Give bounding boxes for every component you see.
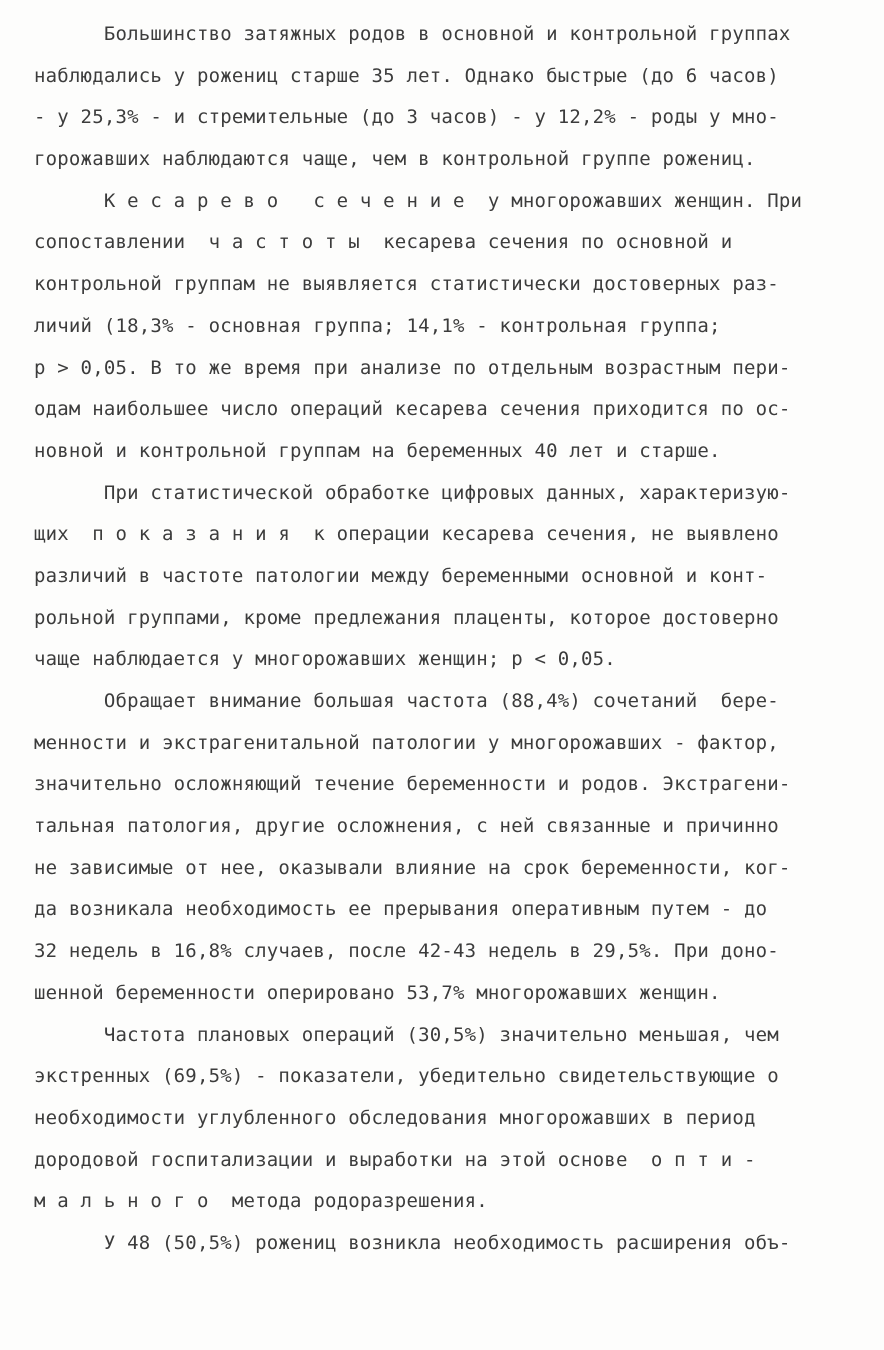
text-line: При статистической обработке цифровых данных, характеризую- [34, 481, 791, 504]
text-line: У 48 (50,5%) рожениц возникла необходимость расширения объ- [34, 1231, 791, 1254]
text-line: м а л ь н о г о метода родоразрешения. [34, 1190, 488, 1213]
text-line: дородовой госпитализации и выработки на этой основе о п т и - [34, 1148, 756, 1171]
text-line: 32 недель в 16,8% случаев, после 42-43 недель в 29,5%. При доно- [34, 940, 779, 963]
text-line: да возникала необходимость ее прерывания оперативным путем - до [34, 898, 768, 921]
text-line: Большинство затяжных родов в основной и контрольной группах [34, 23, 791, 45]
text-line: новной и контрольной группам на беременных 40 лет и старше. [34, 439, 721, 462]
text-line: необходимости углубленного обследования многорожавших в период [34, 1106, 756, 1129]
text-line: сопоставлении ч а с т о т ы кесарева сечения по основной и [34, 231, 733, 254]
text-line: экстренных (69,5%) - показатели, убедительно свидетельствующие о [34, 1065, 779, 1088]
text-line: менности и экстрагенитальной патологии у многорожавших - фактор, [34, 731, 779, 754]
text-line: личий (18,3% - основная группа; 14,1% - контрольная группа; [34, 314, 721, 337]
text-line: р > 0,05. В то же время при анализе по отдельным возрастным пери- [34, 356, 791, 379]
text-line: тальная патология, другие осложнения, с ней связанные и причинно [34, 815, 779, 838]
document-body [34, 14, 854, 1265]
text-line: контрольной группам не выявляется статистически достоверных раз- [34, 273, 779, 296]
text-line: К е с а р е в о с е ч е н и е у многорожавших женщин. При [34, 189, 803, 212]
text-line: Частота плановых операций (30,5%) значительно меньшая, чем [34, 1023, 779, 1046]
text-line: различий в частоте патологии между беременными основной и конт- [34, 564, 768, 587]
text-line: Обращает внимание большая частота (88,4%) сочетаний бере- [34, 690, 779, 712]
text-line: чаще наблюдается у многорожавших женщин; р < 0,05. [34, 648, 616, 671]
text-line: горожавших наблюдаются чаще, чем в контрольной группе рожениц. [34, 148, 756, 171]
text-line: не зависимые от нее, оказывали влияние на срок беременности, ког- [34, 856, 791, 879]
text-line: - у 25,3% - и стремительные (до 3 часов) - у 12,2% - роды у мно- [34, 106, 779, 129]
text-line: наблюдались у рожениц старше 35 лет. Однако быстрые (до 6 часов) [34, 64, 779, 87]
text-line: щих п о к а з а н и я к операции кесарева сечения, не выявлено [34, 523, 779, 546]
text-line: шенной беременности оперировано 53,7% многорожавших женщин. [34, 981, 721, 1004]
text-line: рольной группами, кроме предлежания плаценты, которое достоверно [34, 606, 779, 629]
text-line: значительно осложняющий течение беременности и родов. Экстрагени- [34, 773, 791, 796]
text-line: одам наибольшее число операций кесарева сечения приходится по ос- [34, 398, 791, 421]
